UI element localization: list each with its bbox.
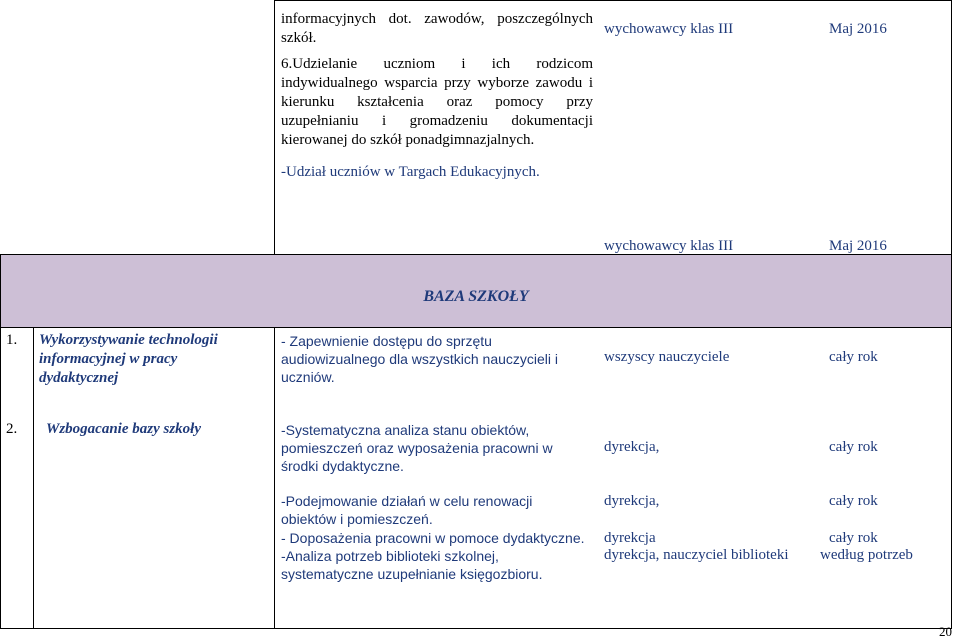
row-time: cały rok: [829, 530, 878, 546]
row-task: - Zapewnienie dostępu do sprzętu audiowizualnego dla wszystkich nauczycieli i uczniów.: [281, 333, 559, 385]
grid-line: [0, 254, 1, 628]
row-responsible: dyrekcja: [604, 530, 656, 546]
task-text-continued: informacyjnych dot. zawodów, poszczególnych szkół.: [281, 11, 593, 46]
row-time: cały rok: [829, 349, 878, 365]
grid-line: [274, 0, 952, 1]
row-name: Wykorzystywanie technologii informacyjnej w pracy dydaktycznej: [39, 332, 218, 386]
grid-line: [0, 254, 952, 255]
row-responsible: dyrekcja,: [604, 493, 660, 509]
row-responsible: wszyscy nauczyciele: [604, 349, 730, 365]
grid-line: [0, 327, 952, 328]
row-responsible: dyrekcja,: [604, 439, 660, 455]
responsible-cell: wychowawcy klas III: [604, 238, 734, 254]
row-time: według potrzeb: [820, 547, 913, 563]
grid-line: [0, 628, 952, 629]
responsible-cell: wychowawcy klas III: [604, 21, 734, 37]
grid-line: [33, 327, 34, 628]
section-title: BAZA SZKOŁY: [423, 288, 529, 305]
grid-line: [274, 327, 275, 628]
row-number: 2.: [6, 421, 18, 437]
row-number: 1.: [6, 332, 18, 348]
row-task: - Doposażenia pracowni w pomoce dydaktyczne.: [281, 530, 585, 546]
row-name: Wzbogacanie bazy szkoły: [46, 421, 201, 437]
task-6-text: 6.Udzielanie uczniom i ich rodzicom indywidualnego wsparcia przy wyborze zawodu i kierunku kształcenia oraz pomocy przy uzupełnianiu i gromadzeniu dokumentacji kierowanej do szkół ponadgimnazjalnych.: [281, 56, 593, 148]
grid-line: [274, 0, 275, 254]
grid-line: [951, 0, 952, 628]
row-time: cały rok: [829, 493, 878, 509]
row-responsible: dyrekcja, nauczyciel biblioteki: [604, 547, 789, 563]
row-time: cały rok: [829, 439, 878, 455]
date-cell: Maj 2016: [829, 21, 887, 37]
date-cell: Maj 2016: [829, 238, 887, 254]
task-targi-text: -Udział uczniów w Targach Edukacyjnych.: [281, 164, 540, 180]
row-task: -Systematyczna analiza stanu obiektów, pomieszczeń oraz wyposażenia pracowni w środki dydaktyczne.: [281, 422, 553, 474]
row-task: -Analiza potrzeb biblioteki szkolnej, systematyczne uzupełnianie księgozbioru.: [281, 548, 543, 582]
row-task: -Podejmowanie działań w celu renowacji obiektów i pomieszczeń.: [281, 493, 533, 527]
page-number: 20: [939, 624, 952, 639]
